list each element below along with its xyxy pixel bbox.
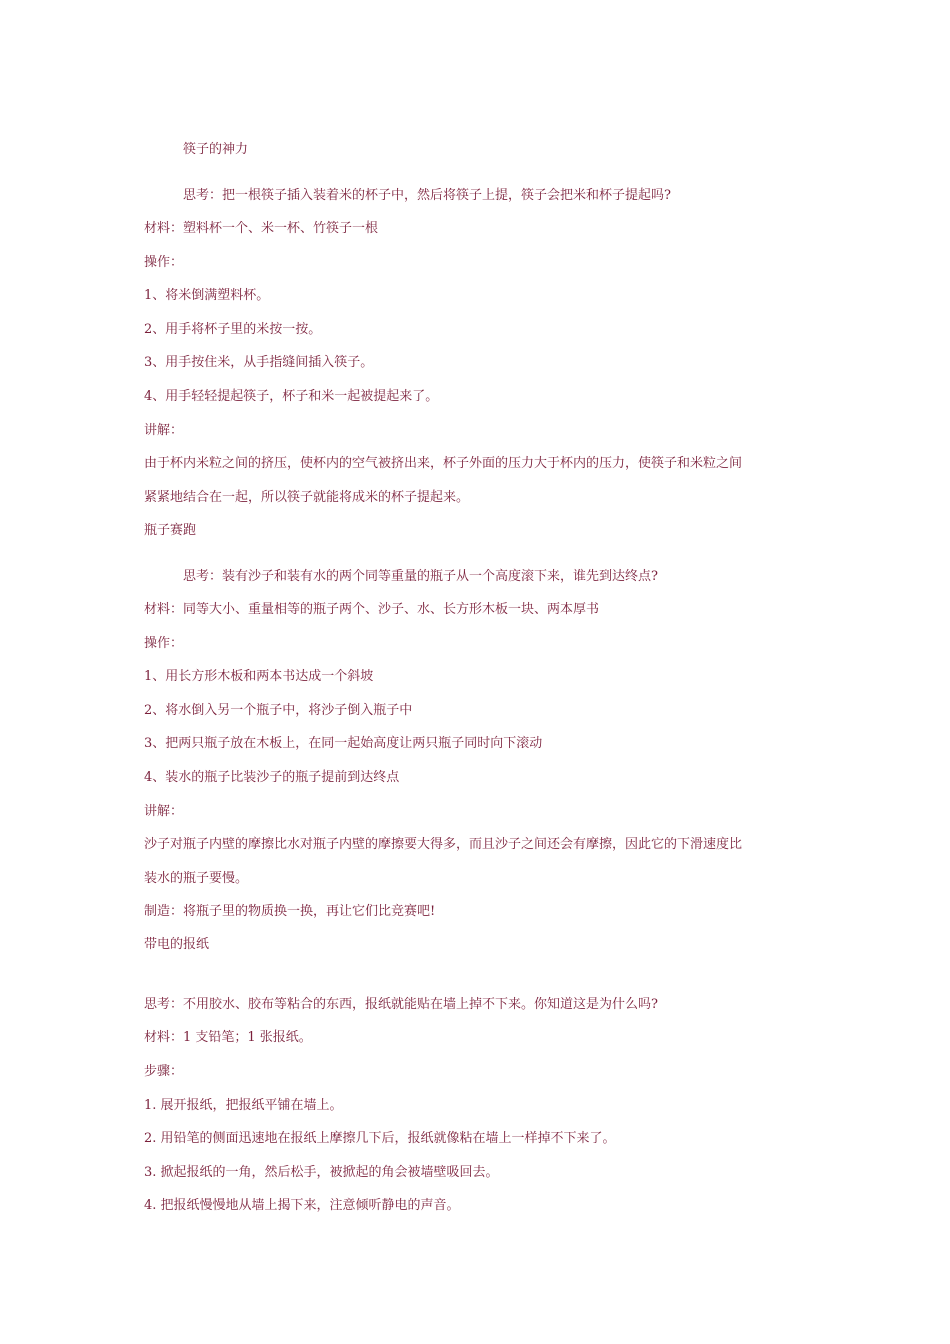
section3-step: 3. 掀起报纸的一角，然后松手，被掀起的角会被墙壁吸回去。 xyxy=(144,1165,499,1180)
section2-operation-label: 操作： xyxy=(144,636,184,651)
section3-step: 1. 展开报纸，把报纸平铺在墙上。 xyxy=(144,1098,343,1113)
section1-step: 4、用手轻轻提起筷子，杯子和米一起被提起来了。 xyxy=(144,389,439,404)
section1-think: 思考：把一根筷子插入装着米的杯子中，然后将筷子上提，筷子会把米和杯子提起吗? xyxy=(183,188,671,203)
section3-title: 带电的报纸 xyxy=(144,937,210,952)
section2-explain-line: 装水的瓶子要慢。 xyxy=(144,871,249,886)
section1-step: 2、用手将杯子里的米按一按。 xyxy=(144,322,322,337)
section2-make: 制造：将瓶子里的物质换一换，再让它们比竞赛吧! xyxy=(144,904,436,919)
section2-explain-line: 沙子对瓶子内壁的摩擦比水对瓶子内壁的摩擦要大得多，而且沙子之间还会有摩擦，因此它的下滑速度比 xyxy=(144,837,743,852)
section1-explain-label: 讲解： xyxy=(144,423,184,438)
section2-materials: 材料：同等大小、重量相等的瓶子两个、沙子、水、长方形木板一块、两本厚书 xyxy=(144,602,600,617)
section2-think: 思考：装有沙子和装有水的两个同等重量的瓶子从一个高度滚下来，谁先到达终点? xyxy=(183,569,658,584)
section1-operation-label: 操作： xyxy=(144,255,184,270)
section1-materials: 材料：塑料杯一个、米一杯、竹筷子一根 xyxy=(144,221,379,236)
section2-title: 瓶子赛跑 xyxy=(144,523,197,538)
section1-explain-line: 紧紧地结合在一起，所以筷子就能将成米的杯子提起来。 xyxy=(144,490,470,505)
section2-explain-label: 讲解： xyxy=(144,804,184,819)
section3-steps-label: 步骤： xyxy=(144,1064,184,1079)
section3-step: 4. 把报纸慢慢地从墙上揭下来，注意倾听静电的声音。 xyxy=(144,1198,460,1213)
section1-step: 3、用手按住米，从手指缝间插入筷子。 xyxy=(144,355,374,370)
section2-step: 1、用长方形木板和两本书达成一个斜坡 xyxy=(144,669,374,684)
section3-step: 2. 用铅笔的侧面迅速地在报纸上摩擦几下后，报纸就像粘在墙上一样掉不下来了。 xyxy=(144,1131,616,1146)
section2-step: 4、装水的瓶子比装沙子的瓶子提前到达终点 xyxy=(144,770,400,785)
section1-explain-line: 由于杯内米粒之间的挤压，使杯内的空气被挤出来，杯子外面的压力大于杯内的压力，使筷子和米粒之间 xyxy=(144,456,743,471)
section3-materials: 材料：1 支铅笔；1 张报纸。 xyxy=(144,1030,312,1045)
section1-title: 筷子的神力 xyxy=(183,142,249,157)
section3-think: 思考：不用胶水、胶布等粘合的东西，报纸就能贴在墙上掉不下来。你知道这是为什么吗? xyxy=(144,997,658,1012)
section2-step: 2、将水倒入另一个瓶子中，将沙子倒入瓶子中 xyxy=(144,703,413,718)
section1-step: 1、将米倒满塑料杯。 xyxy=(144,288,270,303)
section2-step: 3、把两只瓶子放在木板上，在同一起始高度让两只瓶子同时向下滚动 xyxy=(144,736,543,751)
